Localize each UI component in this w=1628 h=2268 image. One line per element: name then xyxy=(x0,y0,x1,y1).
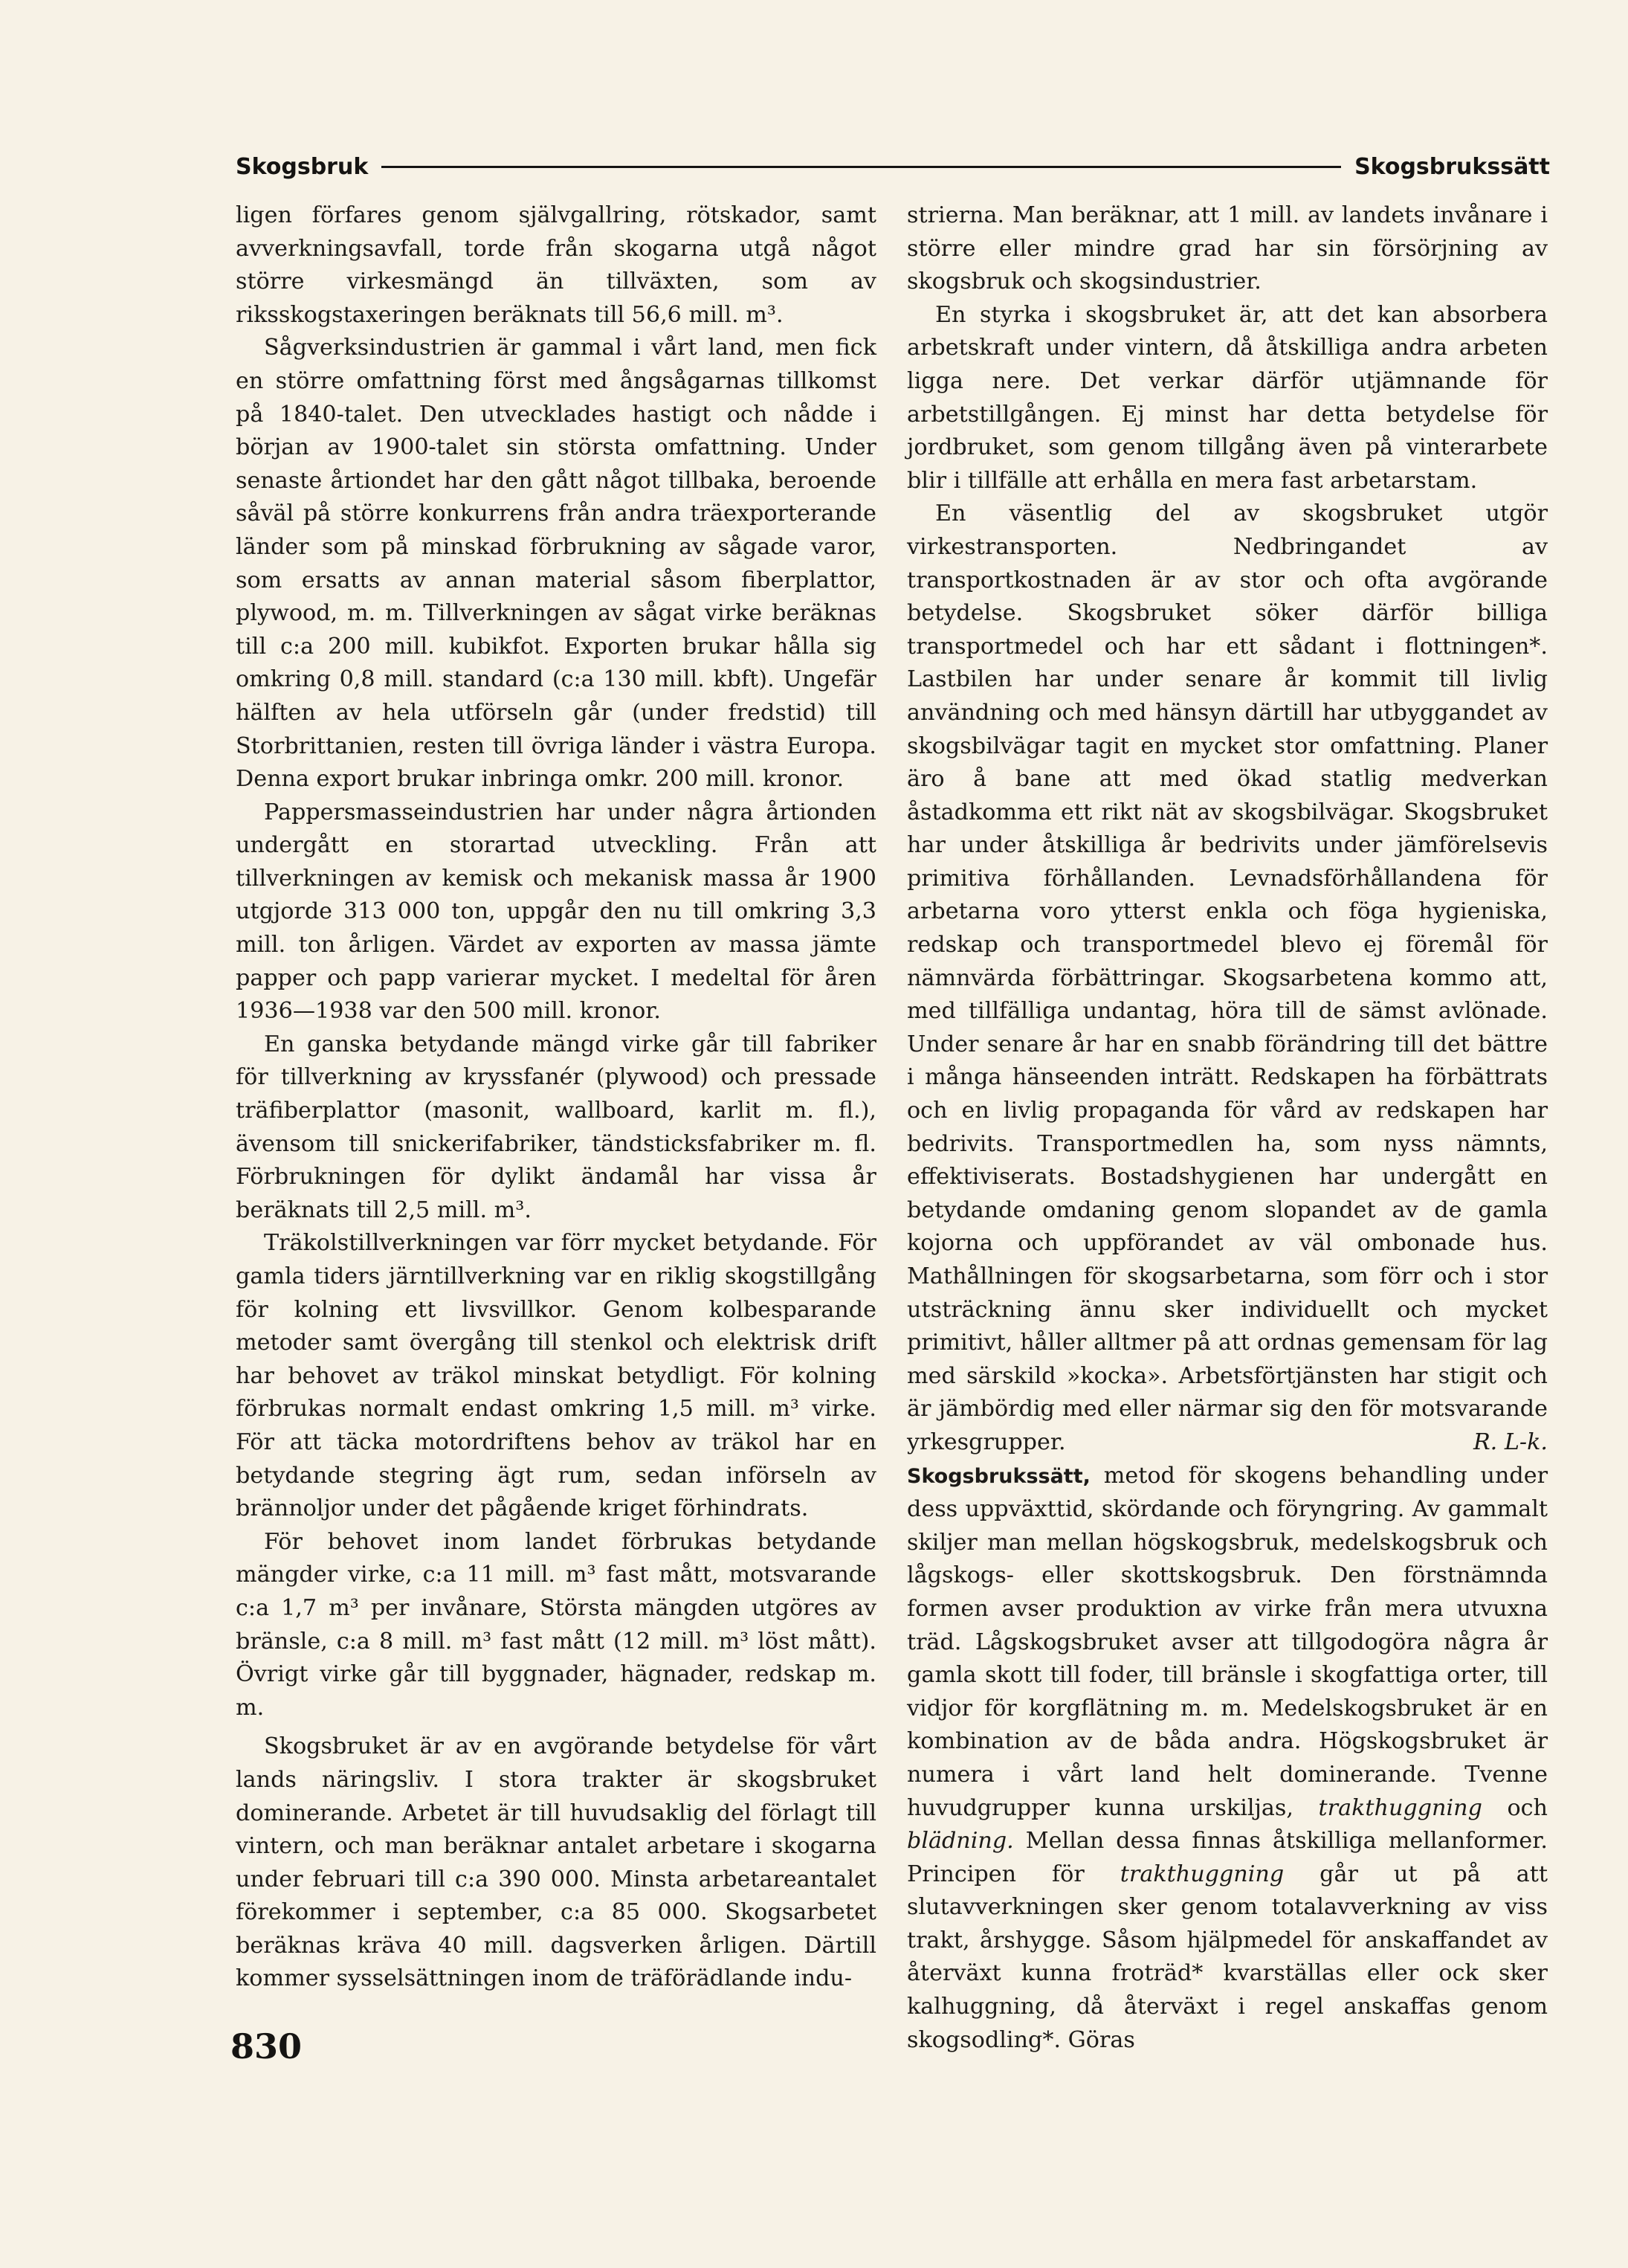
right-paragraph-3 xyxy=(907,497,1548,1459)
left-paragraph-1: ligen förfares genom självgallring, rötskador, samt avverkningsavfall, torde från skogarna utgå något större virkesmängd än tillväxten, som av riksskogstaxeringen beräknats till 56,6 mill. m³. xyxy=(236,202,876,328)
entry-skogsbrukssatt xyxy=(907,1460,1548,2058)
running-header xyxy=(236,151,1550,182)
right-paragraph-1: strierna. Man beräknar, att 1 mill. av landets invånare i större eller mindre grad har sin försörjning av skogsbruk och skogsindustrier. xyxy=(907,202,1548,295)
right-column xyxy=(907,199,1548,2057)
entry-term-trakthuggning-2: trakthuggning xyxy=(1120,1861,1285,1887)
right-paragraph-3-text: En väsentlig del av skogsbruket utgör virkestransporten. Nedbringandet av transportkostnaden är av stor och ofta avgörande betydelse. Skogsbruket söker därför billiga transportmedel och har ett sådant i flottningen*. Lastbilen har under senare år kommit till livlig användning och med hänsyn därtill har utbyggandet av skogsbilvägar tagit en mycket stor omfattning. Planer äro å bane att med ökad statlig medverkan åstadkomma ett rikt nät av skogsbilvägar. Skogsbruket har under åtskilliga år bedrivits under jämförelsevis primitiva förhållanden. Levnadsförhållandena för arbetarna voro ytterst enkla och föga hygieniska, redskap och transportmedel blevo ej föremål för nämnvärda förbättringar. Skogsarbetena kommo att, med tillfälliga undantag, höra till de sämst avlönade. Under senare år har en snabb förändring till det bättre i många hänseenden inträtt. Redskapen ha förbättrats och en livlig propaganda för vård av redskapen har bedrivits. Transportmedlen ha, som nyss nämnts, effektiviserats. Bostadshygienen har undergått en betydande omdaning genom slopandet av de gamla kojorna och uppförandet av väl ombonade hus. Mathållningen för skogsarbetarna, som förr och i stor utsträckning ännu sker individuellt och mycket primitivt, håller alltmer på att ordnas gemensam för lag med särskild »kocka». Arbetsförtjänsten har stigit och är jämbördig med eller närmar sig den för motsvarande yrkesgrupper. xyxy=(907,500,1548,1455)
left-column xyxy=(236,199,876,1996)
header-rule xyxy=(381,166,1341,168)
entry-term-bladning: blädning. xyxy=(907,1828,1014,1855)
left-paragraph-4: En ganska betydande mängd virke går till fabriker för tillverkning av kryssfanér (plywood) och pressade träfiberplattor (masonit, wallboard, karlit m. fl.), ävensom till snickerifabriker, tändsticksfabriker m. fl. Förbrukningen för dylikt ändamål har vissa år beräknats till 2,5 mill. m³. xyxy=(236,1031,876,1223)
entry-text-1: metod för skogens behandling under dess uppväxttid, skördande och föryngring. Av gammalt skiljer man mellan högskogsbruk, medelskogsbruk och lågskogs- eller skottskogsbruk. Den förstnämnda formen avser produktion av virke från mera utvuxna träd. Lågskogsbruket avser att tillgodogöra några år gamla skott till foder, till bränsle i skogfattiga orter, till vidjor för korgflätning m. m. Medelskogsbruket är en kombination av de båda andra. Högskogsbruket är numera i vårt land helt dominerande. Tvenne huvudgrupper kunna urskiljas, xyxy=(907,1462,1548,1821)
header-left-keyword: Skogsbruk xyxy=(236,153,369,180)
entry-term-trakthuggning: trakthuggning xyxy=(1318,1794,1482,1821)
right-paragraph-2: En styrka i skogsbruket är, att det kan absorbera arbetskraft under vintern, då åtskilliga andra arbeten ligga nere. Det verkar därför utjämnande för arbetstillgången. Ej minst har detta betydelse för jordbruket, som genom tillgång även på vinterarbete blir i tillfälle att erhålla en mera fast arbetarstam. xyxy=(907,301,1548,494)
page-number: 830 xyxy=(230,2026,303,2066)
entry-text-2: och xyxy=(1482,1794,1548,1821)
left-paragraph-7: Skogsbruket är av en avgörande betydelse för vårt lands näringsliv. I stora trakter är skogsbruket dominerande. Arbetet är till huvudsaklig del förlagt till vintern, och man beräknar antalet arbetare i skogarna under februari till c:a 390 000. Minsta arbetareantalet förekommer i september, c:a 85 000. Skogsarbetet beräknas kräva 40 mill. dagsverken årligen. Därtill kommer sysselsättningen inom de träförädlande indu- xyxy=(236,1733,876,1992)
left-paragraph-2: Sågverksindustrien är gammal i vårt land, men fick en större omfattning först med ångsågarnas tillkomst på 1840-talet. Den utvecklades hastigt och nådde i början av 1900-talet sin största omfattning. Under senaste årtiondet har den gått något tillbaka, beroende såväl på större konkurrens från andra träexporterande länder som på minskad förbrukning av sågade varor, som ersatts av annan material såsom fiberplattor, plywood, m. m. Tillverkningen av sågat virke beräknas till c:a 200 mill. kubikfot. Exporten brukar hålla sig omkring 0,8 mill. standard (c:a 130 mill. kbft). Ungefär hälften av hela utförseln går (under fredstid) till Storbrittanien, resten till övriga länder i västra Europa. Denna export brukar inbringa omkr. 200 mill. kronor. xyxy=(236,335,876,793)
left-paragraph-3: Pappersmasseindustrien har under några årtionden undergått en storartad utveckling. Från att tillverkningen av kemisk och mekanisk massa år 1900 utgjorde 313 000 ton, uppgår den nu till omkring 3,3 mill. ton årligen. Värdet av exporten av massa jämte papper och papp varierar mycket. I medeltal för åren 1936—1938 var den 500 mill. kronor. xyxy=(236,799,876,1025)
entry-text-3: Mellan dessa finnas åtskilliga mellanformer. Principen för xyxy=(907,1828,1548,1887)
left-paragraph-6: För behovet inom landet förbrukas betydande mängder virke, c:a 11 mill. m³ fast mått, motsvarande c:a 1,7 m³ per invånare, Största mängden utgöres av bränsle, c:a 8 mill. m³ fast mått (12 mill. m³ löst mått). Övrigt virke går till byggnader, hägnader, redskap m. m. xyxy=(236,1528,876,1721)
header-right-keyword: Skogsbrukssätt xyxy=(1354,153,1550,180)
left-paragraph-5: Träkolstillverkningen var förr mycket betydande. För gamla tiders järntillverkning var en riklig skogstillgång för kolning ett livsvillkor. Genom kolbesparande metoder samt övergång till stenkol och elektrisk drift har behovet av träkol minskat betydligt. För kolning förbrukas normalt endast omkring 1,5 mill. m³ virke. För att täcka motordriftens behov av träkol har en betydande stegring ägt rum, sedan införseln av brännoljor under det pågående kriget förhindrats. xyxy=(236,1230,876,1522)
entry-headword: Skogsbrukssätt, xyxy=(907,1464,1091,1488)
entry-text-4: går ut på att slutavverkningen sker genom totalavverkning av viss trakt, årshygge. Såsom hjälpmedel för anskaffandet av återväxt kunna froträd* kvarställas eller ock sker kalhuggning, då återväxt i regel anskaffas genom skogsodling*. Göras xyxy=(907,1861,1548,2053)
author-signature: R. L-k. xyxy=(1473,1428,1548,1455)
